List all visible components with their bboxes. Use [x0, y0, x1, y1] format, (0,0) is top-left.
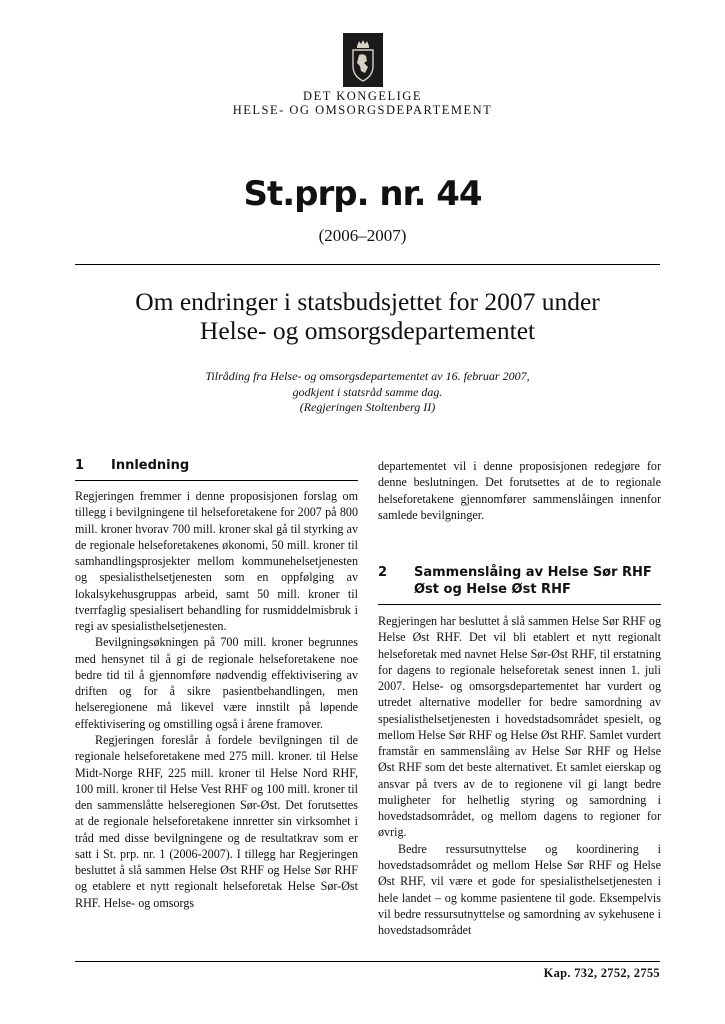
section1-number: 1 [75, 458, 85, 473]
section2-title-line1: Sammenslåing av Helse Sør RHF [414, 565, 652, 580]
paragraph: Bevilgningsøkningen på 700 mill. kroner begrunnes med hensynet til å gi de regionale helseforetakene noe bedre tid til å gjennomføre nødvendig effektivisering av driften og for å sikre pasientbehandlingen, men helseregionene må likevel være innstilt på løpende effektivisering og omstilling også i årene framover. [75, 635, 358, 731]
right-column-section2 [378, 613, 661, 938]
section1-heading [75, 458, 358, 473]
chapter-reference: Kap. 732, 2752, 2755 [543, 966, 660, 980]
norwegian-coat-of-arms-icon [343, 33, 383, 87]
approval-line1: Tilråding fra Helse- og omsorgsdepartementet av 16. februar 2007, [205, 369, 530, 383]
title-divider [75, 264, 660, 265]
section2-heading-rule [378, 604, 661, 605]
approval-line3: (Regjeringen Stoltenberg II) [299, 400, 436, 415]
footer-divider [75, 961, 660, 962]
paragraph: Regjeringen foreslår å fordele bevilgningen til de regionale helseforetakene med 275 mill. kroner. til Helse Midt-Norge RHF, 225 mill. kroner til Helse Nord RHF, 100 mill. kroner til Helse Vest RHF og 100 mill. kroner til den sammenslåtte helseregionen Sør-Øst. Det forutsettes at de regionale helseforetakene innretter sin virksomhet i tråd med disse bevilgningene og de resultatkrav som er satt i St. prp. nr. 1 (2006-2007). I tillegg har Regjeringen besluttet å slå sammen Helse Øst RHF og Helse Sør RHF og etablere et nytt regionalt helseforetak Helse Sør-Øst RHF. Helse- og omsorgs [75, 732, 358, 910]
section2-title-line2: Øst og Helse Øst RHF [414, 582, 571, 597]
right-column-top [378, 458, 661, 523]
section2-heading [378, 564, 661, 598]
paragraph: departementet vil i denne proposisjonen redegjøre for denne beslutningen. Det forutsettes at de to regionale helseforetakene gjennomfører sammenslåingen innenfor samlede bevilgninger. [378, 459, 661, 522]
session-years: (2006–2007) [318, 226, 407, 245]
document-subject [75, 287, 660, 345]
left-column [75, 488, 358, 911]
paragraph: Regjeringen har besluttet å slå sammen Helse Sør RHF og Helse Øst RHF. Det vil bli etablert et nytt regionalt helseforetak med navnet Helse Sør-Øst RHF, til erstatning for dagens to regionale helseforetak senest innen 1. juli 2007. Helse- og omsorgsdepartementet har vurdert og utredet alternative modeller for bedre samordning av spesialisthelsetjenesten i hovedstadsområdet spesielt, og mellom Helse Sør RHF og Helse Øst RHF. Samlet vurdert framstår en sammenslåing av Helse Sør RHF og Helse Øst RHF som det beste alternativet. Et samlet eierskap og ansvar på tvers av de to regionene vil gi langt bedre muligheter for helhetlig styring og samordning i hovedstadsområdet, og mellom dagens to regioner for øvrig. [378, 614, 661, 840]
section2-number: 2 [378, 565, 388, 580]
paragraph: Regjeringen fremmer i denne proposisjonen forslag om tillegg i bevilgningene til helseforetakene for 2007 på 800 mill. kroner hvorav 700 mill. kroner skal gå til styrking av de regionale helseforetakenes økonomi, 50 mill. kroner til samhandlingsprosjekter mellom kommunehelsetjenesten og spesialisthelsetjenesten som en oppfølging av lokalsykehusgruppas arbeid, samt 50 mill. kroner til tverrfaglig spesialisert behandling for rusmiddelmisbruk i regi av spesialisthelsetjenesten. [75, 489, 358, 634]
subject-line1: Om endringer i statsbudsjettet for 2007 under [135, 287, 600, 316]
approval-note [75, 369, 660, 416]
paragraph: Bedre ressursutnyttelse og koordinering i hovedstadsområdet og mellom Helse Sør RHF og Helse Øst RHF, vil være et gode for spesialisthelsetjenesten i hele landet – og komme pasientene til gode. Eksempelvis vil bedre ressursutnyttelse og samordning av sykehusene i hovedstadsområdet [378, 841, 661, 938]
department-name-line1: DET KONGELIGE [303, 89, 422, 103]
approval-line2: godkjent i statsråd samme dag. [292, 384, 443, 399]
coat-of-arms-logo [343, 33, 383, 87]
department-name-line2: HELSE- OG OMSORGSDEPARTEMENT [232, 103, 493, 117]
document-title: St.prp. nr. 44 [243, 174, 482, 214]
section1-title: Innledning [111, 458, 190, 473]
section1-heading-rule [75, 480, 358, 481]
subject-line2: Helse- og omsorgsdepartementet [199, 316, 536, 345]
